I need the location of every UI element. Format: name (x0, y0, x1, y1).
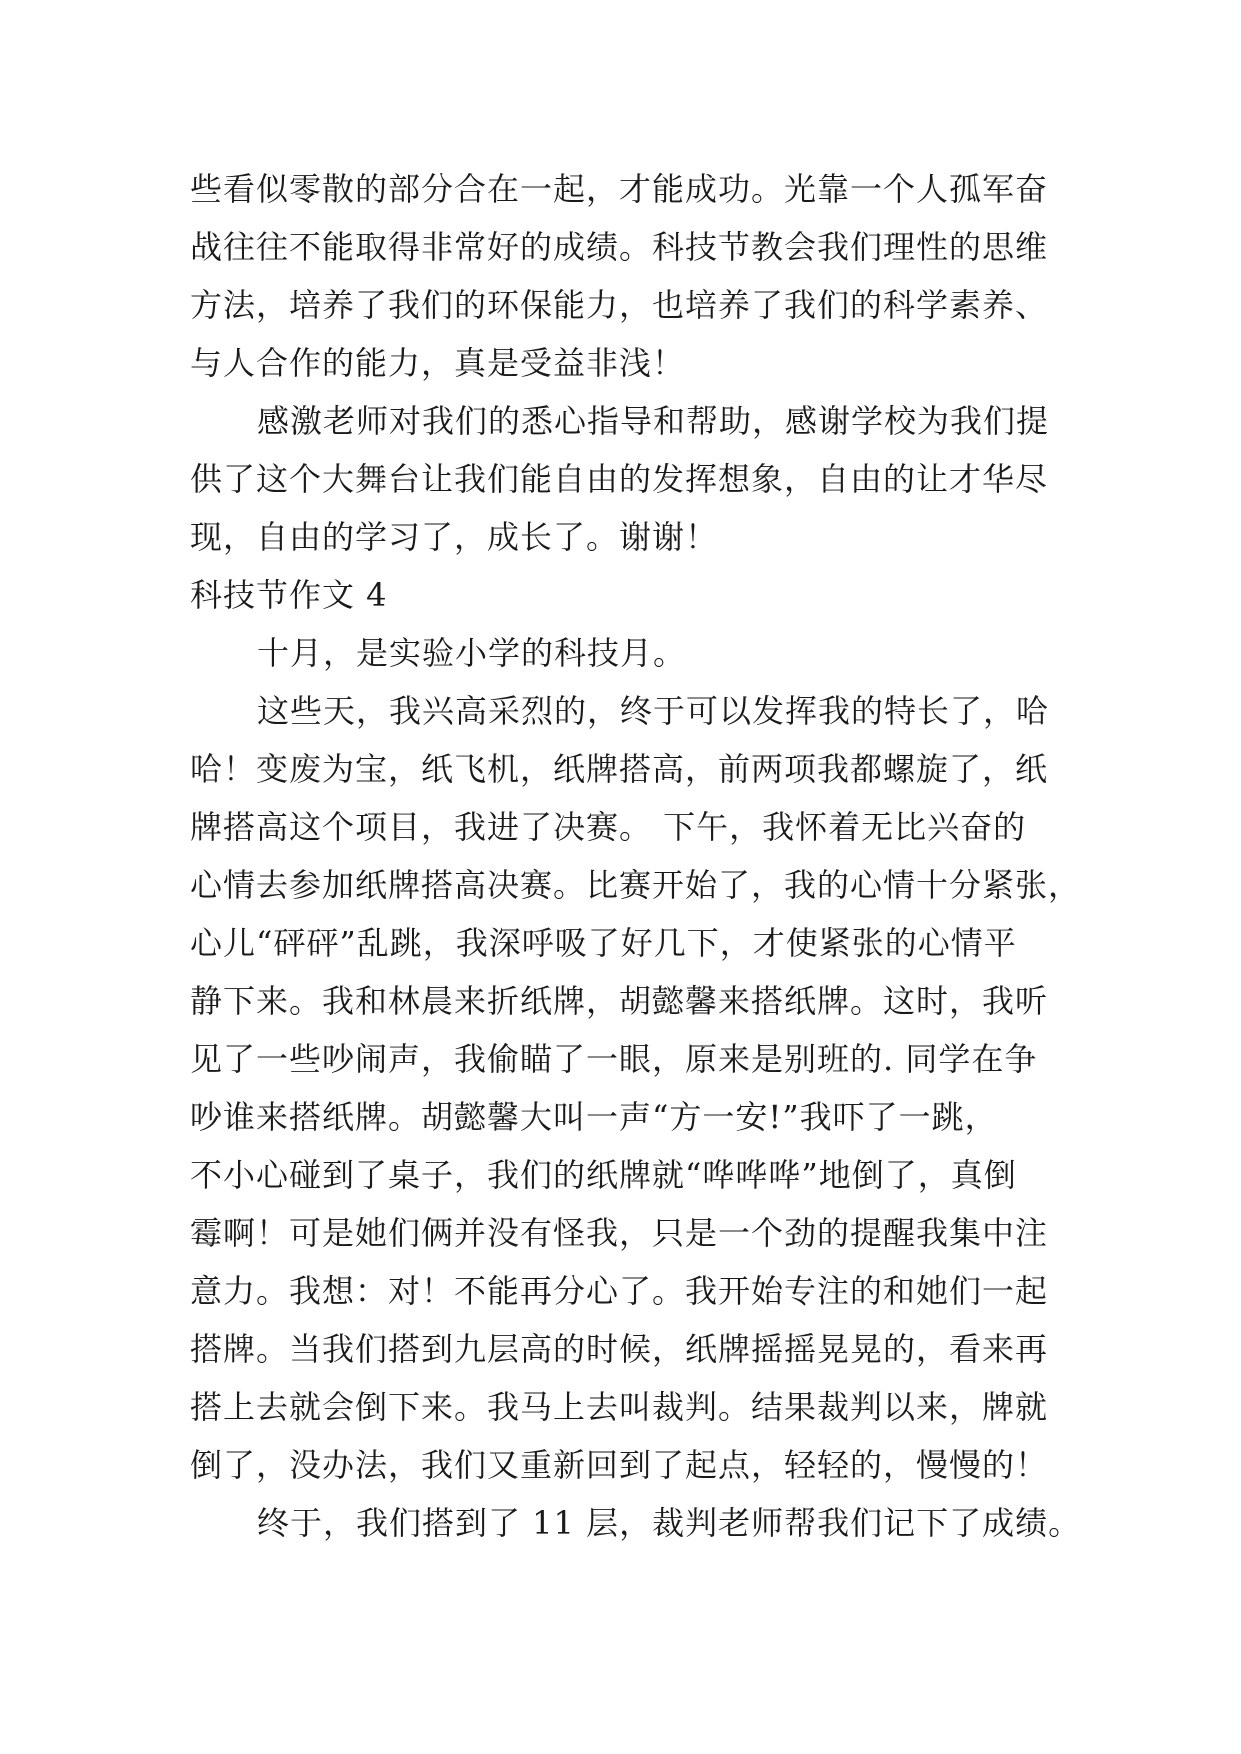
text-line: 十月，是实验小学的科技月。 (257, 634, 687, 672)
text-line: 意力。我想：对！不能再分心了。我开始专注的和她们一起 (190, 1272, 1049, 1310)
text-line: 心儿“砰砰”乱跳，我深呼吸了好几下，才使紧张的心情平 (190, 924, 1017, 962)
text-line: 感激老师对我们的悉心指导和帮助，感谢学校为我们提 (257, 402, 1050, 440)
text-line: 搭上去就会倒下来。我马上去叫裁判。结果裁判以来，牌就 (190, 1388, 1049, 1426)
article-body (190, 160, 1090, 1552)
text-line: 吵谁来搭纸牌。胡懿馨大叫一声“方一安!”我吓了一跳， (190, 1098, 998, 1136)
text-line: 现，自由的学习了，成长了。谢谢！ (190, 518, 719, 556)
text-line: 供了这个大舞台让我们能自由的发挥想象，自由的让才华尽 (190, 460, 1049, 498)
text-line: 战往往不能取得非常好的成绩。科技节教会我们理性的思维 (190, 228, 1049, 266)
text-line: 霉啊！可是她们俩并没有怪我，只是一个劲的提醒我集中注 (190, 1214, 1049, 1252)
text-line: 见了一些吵闹声，我偷瞄了一眼，原来是别班的. 同学在争 (190, 1040, 1038, 1078)
section-heading: 科技节作文 4 (190, 576, 388, 614)
text-line: 静下来。我和林晨来折纸牌，胡懿馨来搭纸牌。这时，我听 (190, 982, 1049, 1020)
text-line: 与人合作的能力，真是受益非浅！ (190, 344, 686, 382)
text-line: 搭牌。当我们搭到九层高的时候，纸牌摇摇晃晃的，看来再 (190, 1330, 1049, 1368)
text-line: 些看似零散的部分合在一起，才能成功。光靠一个人孤军奋 (190, 170, 1049, 208)
text-line: 终于，我们搭到了 11 层，裁判老师帮我们记下了成绩。 (257, 1504, 1082, 1542)
text-line: 哈！变废为宝，纸飞机，纸牌搭高，前两项我都螺旋了，纸 (190, 750, 1049, 788)
text-line: 牌搭高这个项目，我进了决赛。 下午，我怀着无比兴奋的 (190, 808, 1027, 846)
text-line: 倒了，没办法，我们又重新回到了起点，轻轻的，慢慢的！ (190, 1446, 1049, 1484)
text-line: 心情去参加纸牌搭高决赛。比赛开始了，我的心情十分紧张， (190, 866, 1082, 904)
text-line: 方法，培养了我们的环保能力，也培养了我们的科学素养、 (190, 286, 1049, 324)
text-line: 这些天，我兴高采烈的，终于可以发挥我的特长了，哈 (257, 692, 1050, 730)
text-line: 不小心碰到了桌子，我们的纸牌就“哗哗哗”地倒了，真倒 (190, 1156, 1017, 1194)
